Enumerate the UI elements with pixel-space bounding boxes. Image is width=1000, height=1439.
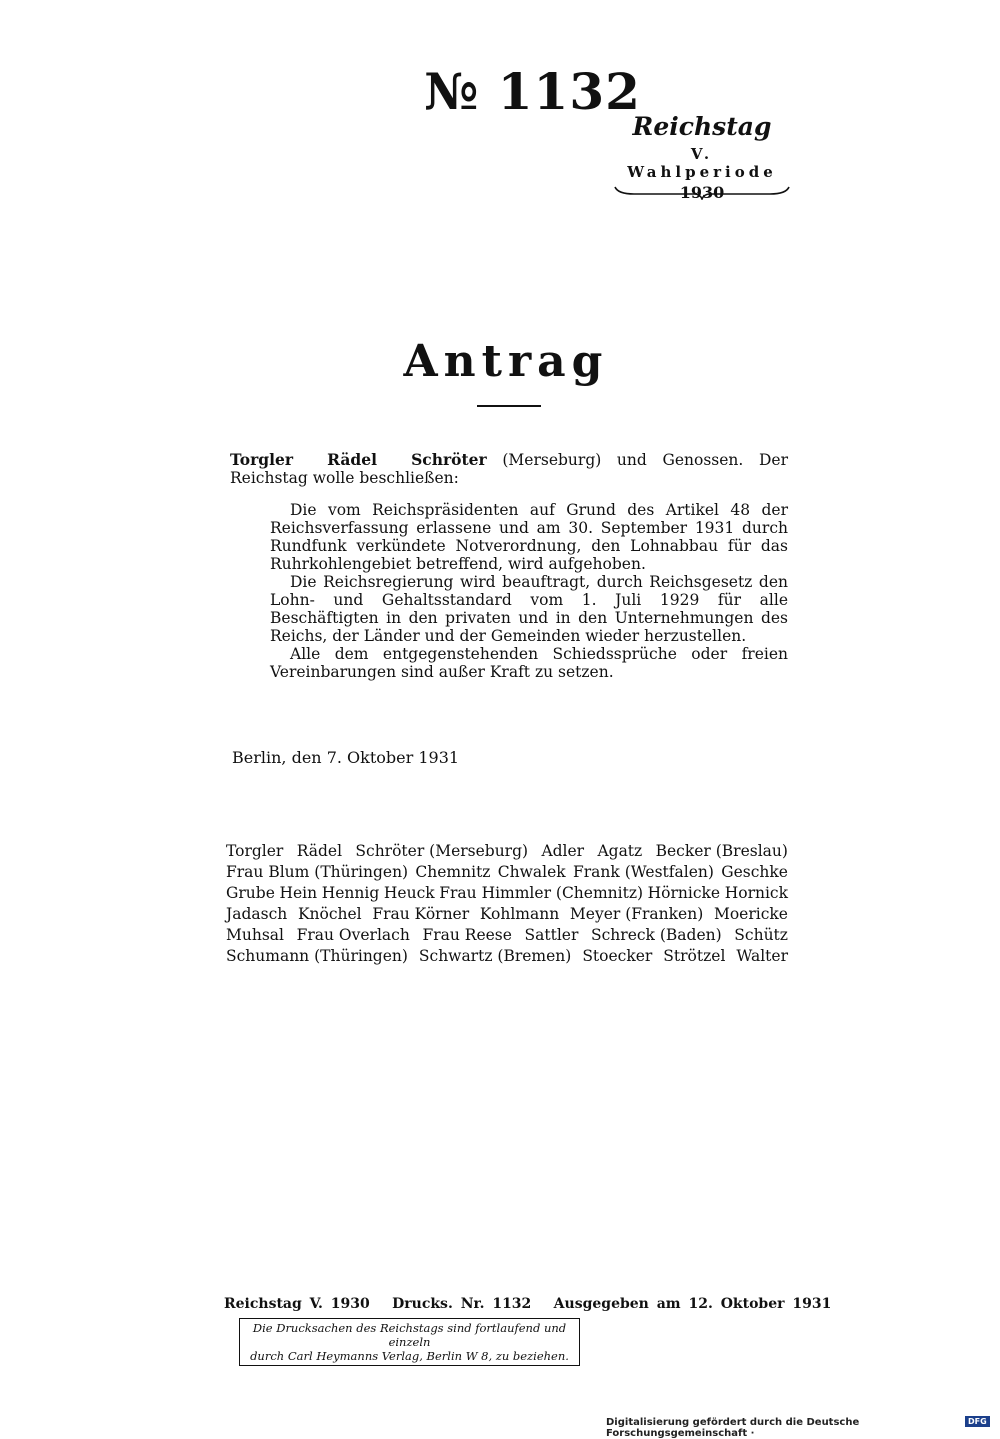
signatory: Agatz <box>597 842 643 860</box>
signatory: Schreck (Baden) <box>591 926 722 944</box>
signatory: Sattler <box>524 926 579 944</box>
signatory: Schwartz (Bremen) <box>418 947 572 965</box>
dateline: Berlin, den 7. Oktober 1931 <box>232 748 460 767</box>
signatory: Torgler <box>226 842 284 860</box>
signatory: Chwalek <box>497 863 566 881</box>
signatory-row <box>226 883 788 904</box>
digitization-credit: Digitalisierung gefördert durch die Deutsche Forschungsgemeinschaft · <box>606 1417 860 1439</box>
signatory: Meyer (Franken) <box>569 905 704 923</box>
signatory-row <box>226 841 788 862</box>
dfg-logo: DFG <box>965 1416 990 1427</box>
signatory: Schütz <box>734 926 788 944</box>
document-number: № 1132 <box>424 62 641 121</box>
header-brace <box>614 186 790 200</box>
body-paragraph: Die vom Reichspräsidenten auf Grund des Artikel 48 der Reichsverfassung erlassene und am 30. September 1931 durch Rundfunk verkündete Notverordnung, den Lohnabbau für das Ruhrkohlengebiet betreffend, wird aufgehoben. <box>270 501 788 573</box>
signatory: Heuck <box>383 884 435 902</box>
distribution-line: durch Carl Heymanns Verlag, Berlin W 8, zu beziehen. <box>250 1349 569 1363</box>
signatory: Knöchel <box>297 905 362 923</box>
signatory: Grube <box>226 884 275 902</box>
imprint-line <box>224 1296 831 1312</box>
imprint-reichstag: Reichstag V. 1930 <box>224 1296 370 1312</box>
imprint-issue-date: Ausgegeben am 12. Oktober 1931 <box>553 1296 832 1312</box>
body-paragraph: Alle dem entgegenstehenden Schiedssprüche oder freien Vereinbarungen sind außer Kraft zu setzen. <box>270 645 788 681</box>
signatory-row <box>226 925 788 946</box>
reichstag-title: Reichstag <box>632 112 772 141</box>
signatory: Kohlmann <box>479 905 560 923</box>
signatory: Hornick <box>724 884 788 902</box>
signatory: Frank (Westfalen) <box>572 863 714 881</box>
body-paragraph: Die Reichsregierung wird beauftragt, durch Reichsgesetz den Lohn- und Gehaltsstandard vom 1. Juli 1929 für alle Beschäftigten in den privaten und in den Unternehmungen des Reichs, der Länder und der Gemeinden wieder herzustellen. <box>270 573 788 645</box>
legislative-period: V. Wahlperiode <box>627 145 777 181</box>
signatory: Frau Overlach <box>296 926 410 944</box>
title-rule <box>477 405 541 407</box>
imprint-print-number: Drucks. Nr. 1132 <box>392 1296 532 1312</box>
period-year: 1930 <box>679 183 725 202</box>
signatory: Chemnitz <box>415 863 491 881</box>
signatory-row <box>226 946 788 967</box>
signatory: Hein <box>279 884 318 902</box>
distribution-notice <box>239 1318 580 1366</box>
signatories <box>226 841 788 967</box>
signatory-row <box>226 904 788 925</box>
signatory: Hennig <box>321 884 380 902</box>
signatory: Becker (Breslau) <box>655 842 788 860</box>
document-title: Antrag <box>403 336 609 387</box>
signatory: Strötzel <box>663 947 726 965</box>
signatory: Schröter (Merseburg) <box>355 842 529 860</box>
signatory: Jadasch <box>226 905 288 923</box>
signatory: Schumann (Thüringen) <box>226 947 408 965</box>
intro-text: (Merseburg) und Genossen. Der Reichstag wolle beschließen: <box>230 451 788 487</box>
signatory: Adler <box>541 842 585 860</box>
signatory: Frau Blum (Thüringen) <box>226 863 409 881</box>
signatory: Frau Körner <box>372 905 470 923</box>
signatory: Hörnicke <box>647 884 721 902</box>
signatory: Geschke <box>721 863 788 881</box>
signatory-row <box>226 862 788 883</box>
signatory: Rädel <box>296 842 343 860</box>
proposer-names: Torgler Rädel Schröter <box>230 450 487 469</box>
signatory: Frau Himmler (Chemnitz) <box>439 884 644 902</box>
signatory: Stoecker <box>582 947 653 965</box>
signatory: Muhsal <box>226 926 284 944</box>
motion-intro <box>230 451 788 487</box>
motion-body <box>270 501 788 681</box>
signatory: Walter <box>736 947 788 965</box>
signatory: Frau Reese <box>422 926 512 944</box>
distribution-line: Die Drucksachen des Reichstags sind fortlaufend und einzeln <box>252 1321 567 1349</box>
signatory: Moericke <box>713 905 788 923</box>
